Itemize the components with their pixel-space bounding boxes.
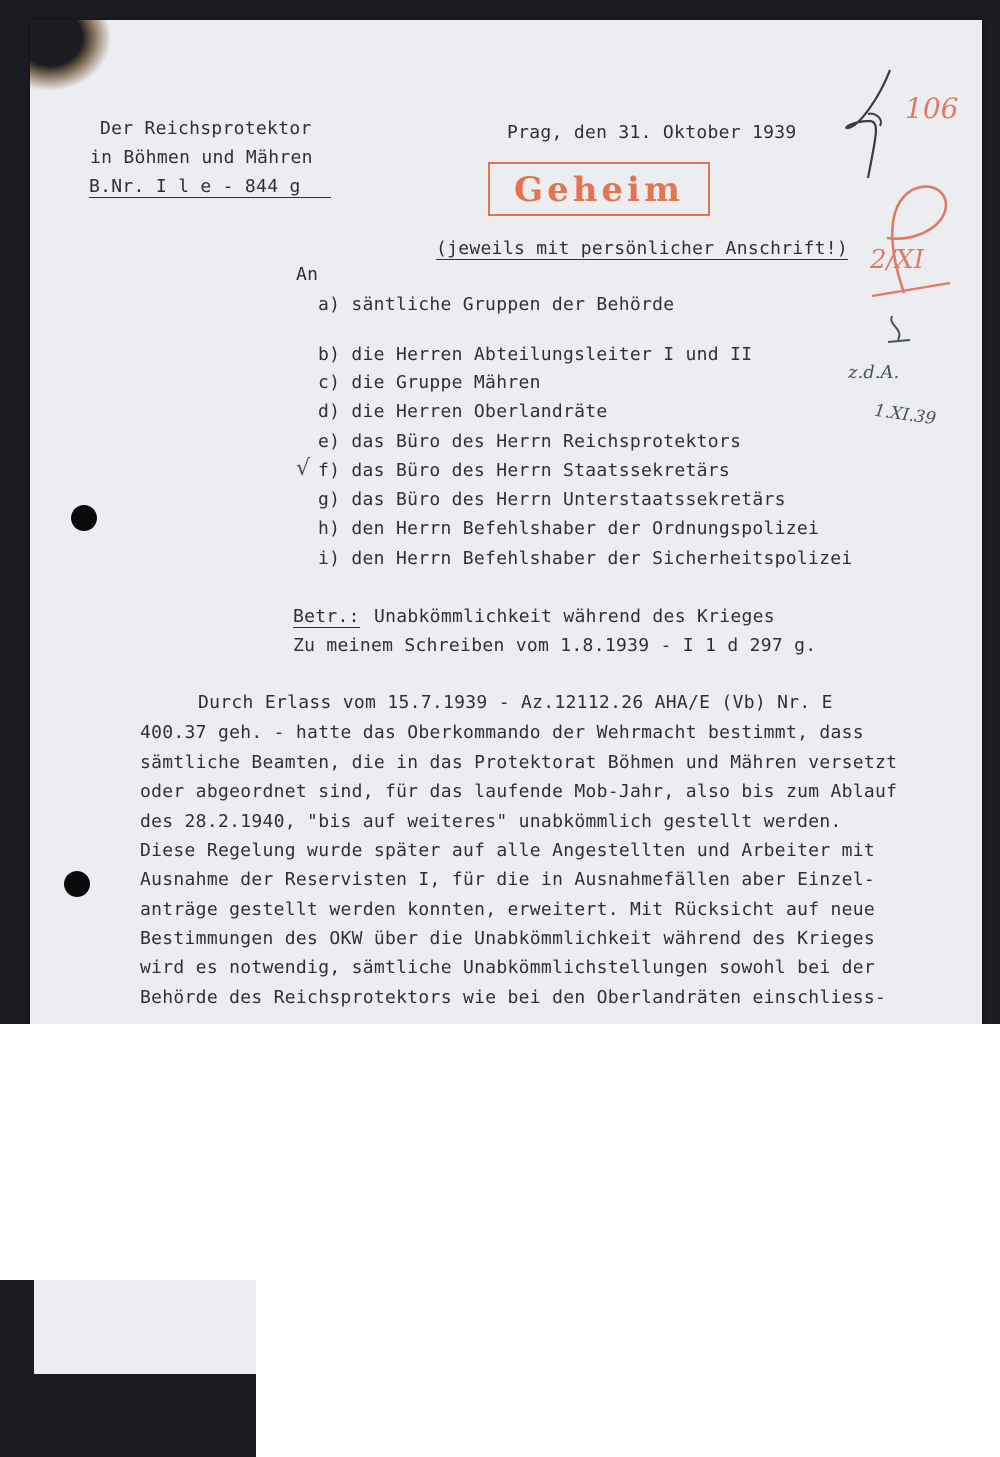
secret-stamp: Geheim bbox=[488, 162, 710, 216]
margin-note: z.d.A. bbox=[848, 362, 900, 383]
burnt-corner bbox=[30, 20, 110, 90]
initials-mark bbox=[884, 312, 914, 346]
body-line: Ausnahme der Reservisten I, für die in Ausnahmefällen aber Einzel- bbox=[140, 869, 876, 890]
recipient-item: h) den Herrn Befehlshaber der Ordnungspolizei bbox=[318, 518, 820, 539]
paper-fragment bbox=[34, 1280, 256, 1374]
recipient-item: a) säntliche Gruppen der Behörde bbox=[318, 294, 675, 315]
punch-hole bbox=[71, 505, 97, 531]
signature-mark bbox=[840, 66, 910, 181]
recipient-item: c) die Gruppe Mähren bbox=[318, 372, 541, 393]
body-line: oder abgeordnet sind, für das laufende Mob-Jahr, also bis zum Ablauf bbox=[140, 781, 898, 802]
body-line: Durch Erlass vom 15.7.1939 - Az.12112.26 AHA/E (Vb) Nr. E bbox=[198, 692, 833, 713]
red-date-mark: 2/XI bbox=[870, 245, 925, 275]
margin-date: 1.XI.39 bbox=[872, 400, 938, 430]
letterhead-line-1: Der Reichsprotektor bbox=[100, 118, 312, 139]
subject-label: Betr.: bbox=[293, 606, 360, 627]
recipient-item: e) das Büro des Herrn Reichsprotektors bbox=[318, 431, 742, 452]
punch-hole bbox=[64, 871, 90, 897]
body-line: anträge gestellt werden konnten, erweitert. Mit Rücksicht auf neue bbox=[140, 899, 876, 920]
recipient-item: f) das Büro des Herrn Staatssekretärs bbox=[318, 460, 731, 481]
address-note: (jeweils mit persönlicher Anschrift!) bbox=[436, 238, 849, 259]
check-mark: √ bbox=[296, 456, 311, 481]
subject-reference: Zu meinem Schreiben vom 1.8.1939 - I 1 d 297 g. bbox=[293, 635, 817, 656]
scan-fragment bbox=[0, 1280, 256, 1457]
date-line: Prag, den 31. Oktober 1939 bbox=[507, 122, 797, 143]
body-line: 400.37 geh. - hatte das Oberkommando der Wehrmacht bestimmt, dass bbox=[140, 722, 864, 743]
recipient-item: d) die Herren Oberlandräte bbox=[318, 401, 608, 422]
page-number: 106 bbox=[905, 92, 959, 125]
red-paraph-mark bbox=[862, 178, 962, 303]
body-line: Behörde des Reichsprotektors wie bei den Oberlandräten einschliess- bbox=[140, 987, 887, 1008]
body-line: Bestimmungen des OKW über die Unabkömmlichkeit während des Krieges bbox=[140, 928, 876, 949]
reference-number: B.Nr. I l e - 844 g bbox=[89, 176, 331, 198]
salutation: An bbox=[296, 264, 319, 285]
subject-text: Unabkömmlichkeit während des Krieges bbox=[374, 606, 775, 627]
recipient-item: g) das Büro des Herrn Unterstaatssekretärs bbox=[318, 489, 786, 510]
recipient-item: i) den Herrn Befehlshaber der Sicherheitspolizei bbox=[318, 548, 853, 569]
body-line: wird es notwendig, sämtliche Unabkömmlichstellungen sowohl bei der bbox=[140, 957, 876, 978]
body-line: des 28.2.1940, "bis auf weiteres" unabkömmlich gestellt werden. bbox=[140, 811, 842, 832]
body-line: sämtliche Beamten, die in das Protektorat Böhmen und Mähren versetzt bbox=[140, 752, 898, 773]
body-line: Diese Regelung wurde später auf alle Angestellten und Arbeiter mit bbox=[140, 840, 876, 861]
recipient-item: b) die Herren Abteilungsleiter I und II bbox=[318, 344, 753, 365]
letterhead-line-2: in Böhmen und Mähren bbox=[90, 147, 313, 168]
